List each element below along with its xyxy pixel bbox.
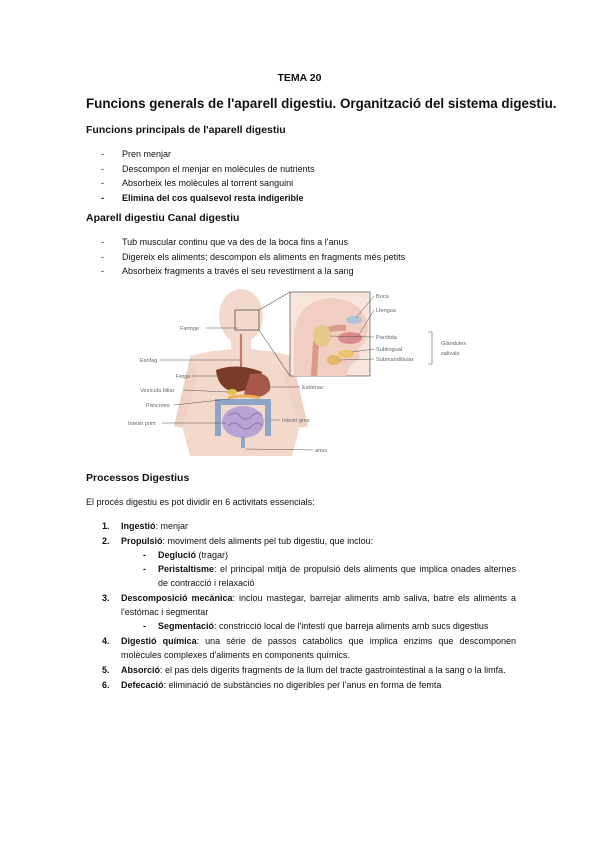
- list-item: - Digereix els aliments; descompon els aliments en fragments més petits: [101, 251, 406, 262]
- label-vesicula: Vesícula biliar: [140, 388, 175, 394]
- process-item: 3. Descomposició mecànica: inclou mastegar, barrejar aliments amb saliva, batre els aliments a l'estómac i segmentar - Segmentació: constricció local de l'intestí que barreja aliments amb sucs digestius: [86, 591, 516, 633]
- process-item: 1. Ingestió: menjar: [102, 521, 189, 531]
- processes-list: [86, 519, 516, 693]
- head-section-inset: [290, 292, 370, 376]
- process-subitem: - Peristaltisme: el principal mitjà de propulsió dels aliments que implica onades alternes de contracció i relaxació: [143, 564, 516, 588]
- label-salivals: salivals: [441, 351, 460, 357]
- section-heading-canal: Aparell digestiu Canal digestiu: [86, 212, 240, 224]
- label-boca: Boca: [376, 294, 389, 300]
- small-intestine-shape: [222, 406, 264, 438]
- canal-list: [101, 235, 405, 279]
- section-heading-processes: Processos Digestius: [86, 472, 190, 484]
- list-item: - Absorbeix fragments a través el seu revestiment a la sang: [101, 266, 354, 276]
- label-parotida: Paròtida: [376, 335, 397, 341]
- salivary-bracket: [428, 332, 432, 364]
- label-estomac: Estómac: [302, 385, 324, 391]
- label-pancrees: Pàncrees: [146, 403, 170, 409]
- list-item: - Pren menjar: [101, 149, 172, 159]
- processes-intro: El procés digestiu es pot dividir en 6 activitats essencials:: [86, 497, 315, 507]
- list-item: - Elimina del cos qualsevol resta indigerible: [101, 192, 304, 203]
- label-llengua: Llengua: [376, 308, 396, 314]
- process-item: 4. Digestió química: una sèrie de passos catabòlics que implica enzims que descomponen molècules complexes d'aliments en components químics.: [102, 636, 516, 660]
- label-esofag: Esòfag: [140, 358, 158, 364]
- list-item: - Absorbeix les molècules al torrent sanguini: [101, 178, 294, 188]
- label-anus: anus: [315, 448, 328, 454]
- section-heading-functions: Funcions principals de l'aparell digestiu: [86, 124, 286, 136]
- label-faringe: Faringe: [180, 326, 199, 332]
- process-item: 5. Absorció: el pas dels digerits fragments de la llum del tracte gastrointestinal a la sang o la limfa.: [102, 665, 506, 675]
- label-glandules: Glàndules: [441, 341, 467, 347]
- digestive-system-figure: [110, 286, 480, 458]
- process-item: 6. Defecació: eliminació de substàncies no digeribles per l'anus en forma de femta: [102, 680, 442, 690]
- label-intesti-gros: Intestí gros: [282, 418, 310, 424]
- label-sublingual: Sublingual: [376, 347, 403, 353]
- process-item: 2. Propulsió: moviment dels aliments pel tub digestiu, que inclou: - Deglució (tragar) - Peristaltisme: el principal mitjà de propulsió dels aliments que implica onades alternes de contracció i relaxació: [86, 534, 516, 590]
- label-submandibular: Submandibular: [376, 357, 414, 363]
- process-subitem: - Segmentació: constricció local de l'intestí que barreja aliments amb sucs digestius: [143, 621, 489, 631]
- topic-number: TEMA 20: [277, 72, 322, 84]
- list-item: - Tub muscular continu que va des de la boca fins a l'anus: [101, 237, 349, 247]
- label-intesti-prim: Intestí prim: [128, 421, 156, 427]
- list-item: - Descompon el menjar en molècules de nutrients: [101, 163, 315, 174]
- functions-list: [101, 147, 315, 205]
- label-fetge: Fetge: [176, 374, 191, 380]
- process-subitem: - Deglució (tragar): [143, 550, 229, 560]
- gallbladder-shape: [227, 389, 237, 395]
- page-title: Funcions generals de l'aparell digestiu. Organització del sistema digestiu.: [86, 96, 557, 111]
